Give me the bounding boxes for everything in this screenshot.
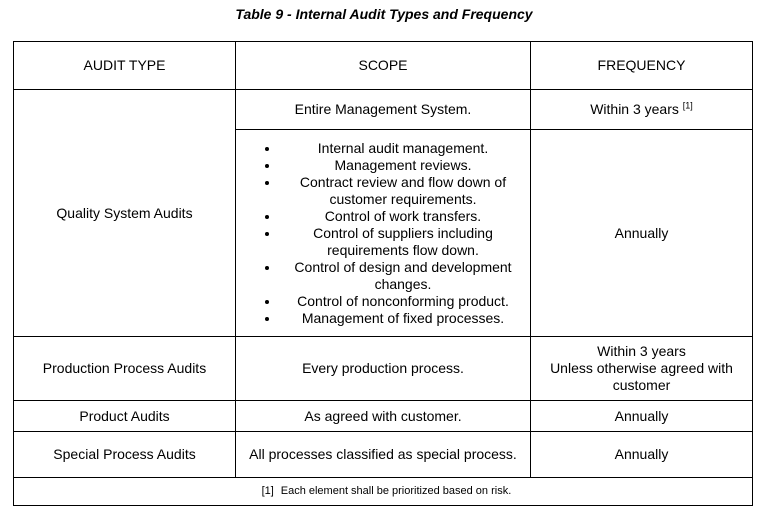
table-row [14, 337, 753, 401]
header-row [14, 42, 753, 90]
quality-system-frequency [531, 90, 753, 130]
production-process-scope: Every production process. [236, 337, 531, 401]
list-item: • Control of nonconforming product. [280, 293, 524, 310]
footnote-row [14, 478, 753, 506]
list-item: • Control of design and development changes. [280, 259, 524, 293]
production-process-audit-type: Production Process Audits [14, 337, 236, 401]
list-item: • Management of fixed processes. [280, 310, 524, 327]
list-item: • Management reviews. [280, 157, 524, 174]
production-process-frequency-line: Unless otherwise agreed with customer [550, 360, 733, 393]
table-caption: Table 9 - Internal Audit Types and Frequency [235, 6, 533, 22]
footnote-cell [14, 478, 753, 506]
list-item: • Contract review and flow down of customer requirements. [280, 174, 524, 208]
special-process-audit-type: Special Process Audits [14, 432, 236, 478]
quality-system-list-frequency: Annually [531, 130, 753, 337]
header-frequency: FREQUENCY [531, 42, 753, 90]
header-audit-type: AUDIT TYPE [14, 42, 236, 90]
production-process-frequency-line: Within 3 years [597, 343, 686, 359]
quality-system-frequency-text: Within 3 years [590, 101, 679, 117]
list-item: • Control of work transfers. [280, 208, 524, 225]
scope-bullet-list [242, 140, 524, 327]
table-row [14, 401, 753, 432]
list-item: • Internal audit management. [280, 140, 524, 157]
footnote-reference: [1] [682, 100, 693, 111]
product-frequency: Annually [531, 401, 753, 432]
special-process-scope: All processes classified as special process. [236, 432, 531, 478]
quality-system-scope-list-cell [236, 130, 531, 337]
footnote-marker: [1] [261, 485, 274, 497]
production-process-frequency [531, 337, 753, 401]
table-row [14, 432, 753, 478]
product-scope: As agreed with customer. [236, 401, 531, 432]
quality-system-audit-type: Quality System Audits [14, 90, 236, 337]
special-process-frequency: Annually [531, 432, 753, 478]
quality-system-scope: Entire Management System. [236, 90, 531, 130]
product-audit-type: Product Audits [14, 401, 236, 432]
list-item: • Control of suppliers including requirements flow down. [280, 225, 524, 259]
audit-types-table [13, 41, 753, 506]
footnote-text: Each element shall be prioritized based on risk. [280, 485, 512, 497]
header-scope: SCOPE [236, 42, 531, 90]
table-row [14, 90, 753, 130]
